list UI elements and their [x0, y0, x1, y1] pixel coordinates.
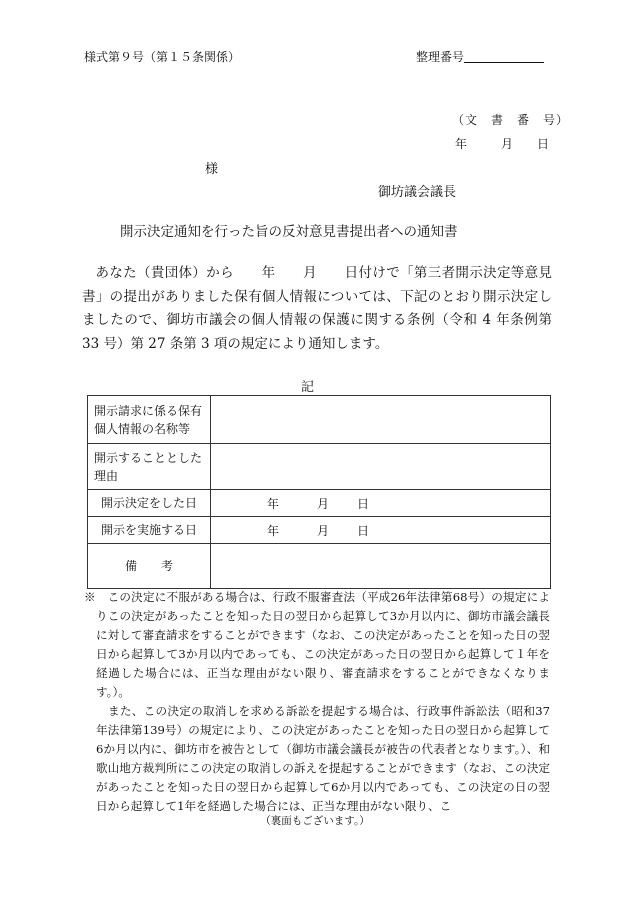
row-label-implementation-date: 開示を実施する日	[88, 517, 211, 544]
issue-date-year: 年	[455, 137, 468, 151]
continued-on-back-note: （裏面もございます。）	[260, 815, 370, 827]
issue-date-month: 月	[501, 137, 514, 151]
issue-date	[455, 135, 549, 152]
row-value-remarks	[211, 544, 551, 589]
implementation-month: 月	[317, 523, 330, 538]
note-lawsuit: また、この決定の取消しを求める訴訟を提起する場合は、行政事件訴訟法（昭和37年法律第139号）の規定により、この決定があったことを知った日の翌日から起算して6か月以内に、御坊市を被告として（御坊市議会議長が被告の代表者となります。）、和歌山地方裁判所にこの決定の取消しの訴えを提起することができます（なお、この決定があったことを知った日の翌日から起算して6か月以内であっても、この決定の日の翌日から起算して1年を経過した場合には、正当な理由がない限り、こ	[96, 704, 550, 813]
form-number: 様式第９号（第１５条関係）	[84, 50, 241, 64]
note-appeal: ※ この決定に不服がある場合は、行政不服審査法（平成26年法律第68号）の規定によりこの決定があったことを知った日の翌日から起算して3か月以内に、御坊市議会議長に対して審査請求をすることができます（なお、この決定があったことを知った日の翌日から起算して3か月以内であっても、この決定があった日の翌日から起算して１年を経過した場合には、正当な理由がない限り、審査請求をすることができなくなります。）。	[84, 590, 550, 699]
body-paragraph-block	[82, 262, 552, 356]
table-row	[88, 444, 551, 490]
row-label-remarks: 備 考	[88, 544, 211, 589]
document-number: （文 書 番 号）	[452, 113, 570, 127]
decision-month: 月	[317, 496, 330, 511]
row-value-info-name	[211, 396, 551, 444]
decision-year: 年	[267, 496, 280, 511]
ki-heading: 記	[301, 380, 315, 395]
table-row	[88, 517, 551, 544]
reference-number-blank	[464, 50, 544, 63]
table-row	[88, 544, 551, 589]
row-value-implementation-date	[211, 517, 551, 544]
row-value-decision-date	[211, 490, 551, 517]
notes-block	[84, 588, 550, 816]
implementation-year: 年	[267, 523, 280, 538]
implementation-day: 日	[357, 523, 370, 538]
table-row	[88, 490, 551, 517]
sender-name: 御坊議会議長	[378, 185, 457, 200]
document-title: 開示決定通知を行った旨の反対意見書提出者への通知書	[120, 224, 458, 240]
row-label-info-name: 開示請求に係る保有個人情報の名称等	[88, 396, 211, 444]
row-label-decision-date: 開示決定をした日	[88, 490, 211, 517]
row-label-reason: 開示することとした理由	[88, 444, 211, 490]
addressee: 様	[205, 162, 219, 177]
issue-date-day: 日	[537, 137, 550, 151]
reference-number	[416, 48, 544, 65]
row-value-reason	[211, 444, 551, 490]
reference-number-label: 整理番号	[416, 50, 465, 64]
decision-table	[87, 395, 551, 589]
table-row	[88, 396, 551, 444]
decision-day: 日	[357, 496, 370, 511]
body-paragraph: あなた（貴団体）から 年 月 日付けで「第三者開示決定等意見書」の提出がありました保有個人情報については、下記のとおり開示決定しましたので、御坊市議会の個人情報の保護に関する条例（令和 4 年条例第 33 号）第 27 条第 3 項の規定により通知します。	[82, 265, 552, 352]
